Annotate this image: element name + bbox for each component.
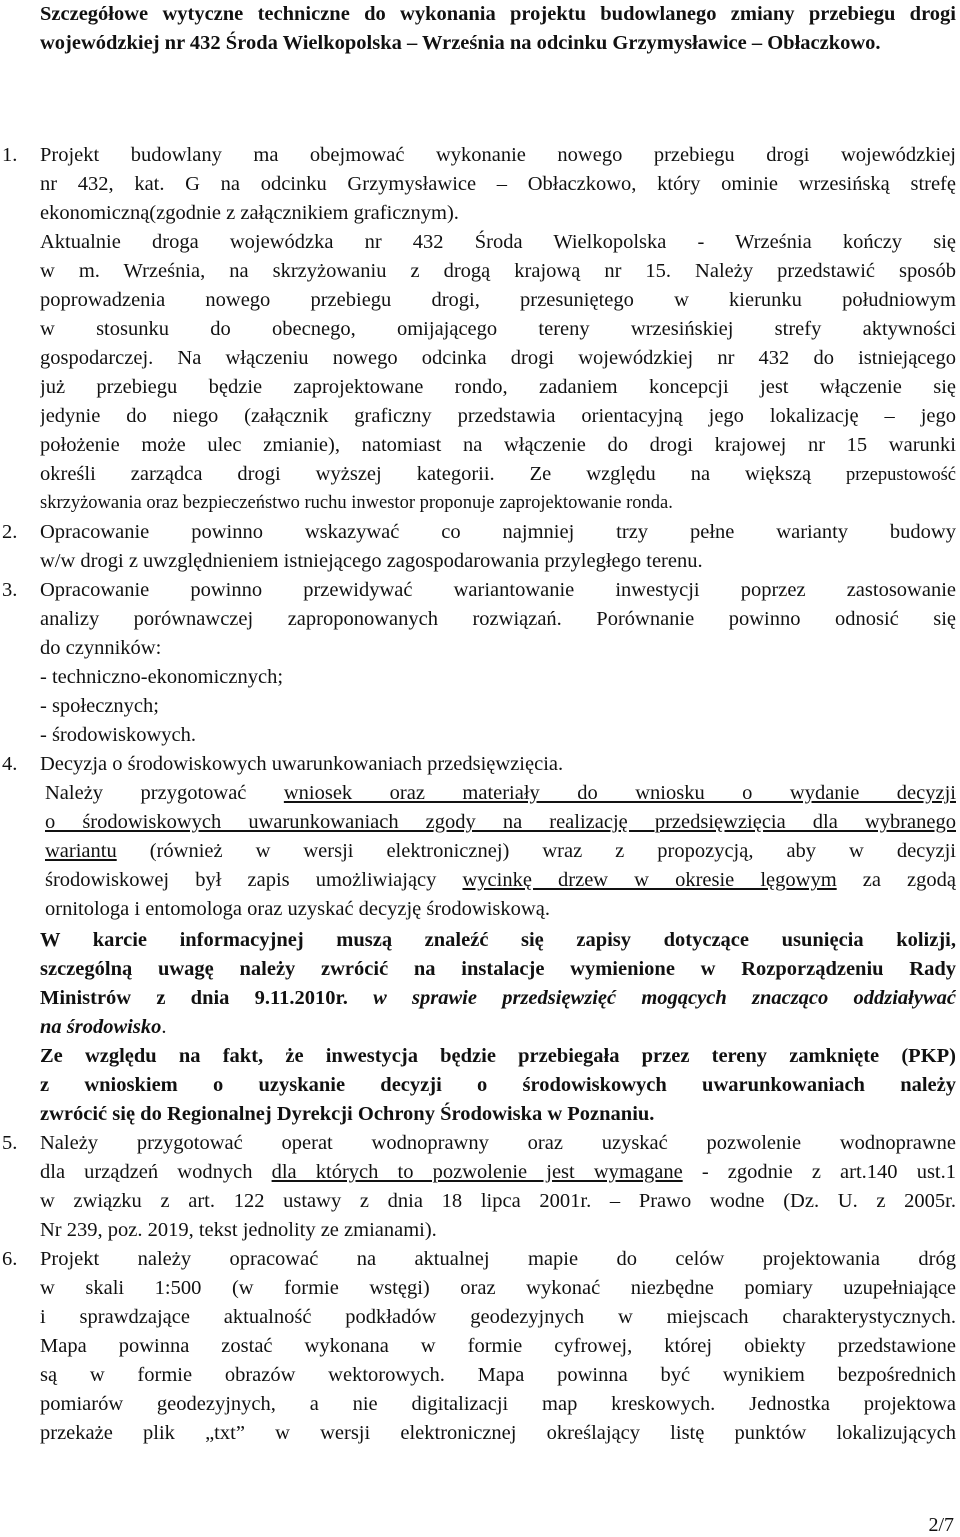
bold-span: Ministrów z dnia 9.11.2010r.	[40, 987, 348, 1009]
text-span: za zgodą	[862, 869, 956, 891]
text-span: (również w wersji elektronicznej) wraz z propozycją, aby w decyzji	[149, 840, 956, 862]
item-number-1: 1.	[2, 144, 18, 166]
text-line: Projekt budowlany ma obejmować wykonanie nowego przebiegu drogi wojewódzkiej	[40, 144, 956, 166]
text-span: Należy przygotować	[45, 782, 247, 804]
text-line: pomiarów geodezyjnych, a nie digitalizacji map kreskowych. Jednostka projektowa	[40, 1393, 956, 1415]
underlined-span: dla których to pozwolenie jest wymagane	[271, 1161, 683, 1183]
text-line: - środowiskowych.	[40, 724, 197, 746]
text-line: do czynników:	[40, 637, 162, 659]
document-title: Szczegółowe wytyczne techniczne do wykonania projektu budowlanego zmiany przebiegu drogi wojewódzkiej nr 432 Środa Wielkopolska – Września na odcinku Grzymysławice – Obłaczkowo.	[40, 3, 956, 54]
bold-italic-span: na środowisko	[40, 1016, 162, 1038]
item-number-2: 2.	[2, 521, 18, 543]
text-line: poprowadzenia nowego przebiegu drogi, przesuniętego w kierunku południowym	[40, 289, 956, 311]
text-span: określi zarządca drogi wyższej kategorii. Ze względu na większą	[40, 463, 812, 485]
item-number-4: 4.	[2, 753, 18, 775]
item-number-6: 6.	[2, 1248, 18, 1270]
bold-italic-span: w sprawie przedsięwzięć mogących znacząco oddziaływać	[373, 987, 956, 1009]
text-line: analizy porównawczej zaproponowanych rozwiązań. Porównanie powinno odnosić się	[40, 608, 956, 630]
text-line: już przebiegu będzie zaprojektowane rondo, zadaniem koncepcji jest włączenie się	[40, 376, 956, 398]
text-line	[40, 460, 956, 489]
text-line: w/w drogi z uwzględnieniem istniejącego zagospodarowania przyległego terenu.	[40, 550, 703, 572]
text-line: ekonomiczną(zgodnie z załącznikiem graficznym).	[40, 202, 459, 224]
bold-line: szczególną uwagę należy zwrócić na instalacje wymienione w Rozporządzeniu Rady	[40, 958, 956, 980]
text-line: położenie może ulec zmianie), natomiast na włączenie do drogi krajowej nr 15 warunki	[40, 434, 956, 456]
text-span: środowiskowej był zapis umożliwiający	[45, 869, 437, 891]
text-line: Należy przygotować operat wodnoprawny oraz uzyskać pozwolenie wodnoprawne	[40, 1132, 956, 1154]
underlined-span: wariantu	[45, 840, 117, 862]
bold-line: Ze względu na fakt, że inwestycja będzie przebiegała przez tereny zamknięte (PKP)	[40, 1045, 956, 1067]
item-number-5: 5.	[2, 1132, 18, 1154]
text-line	[40, 984, 956, 1013]
item-number-3: 3.	[2, 579, 18, 601]
text-line: ornitologa i entomologa oraz uzyskać decyzję środowiskową.	[45, 898, 550, 920]
text-line: Projekt należy opracować na aktualnej mapie do celów projektowania dróg	[40, 1248, 956, 1270]
text-line: i sprawdzające aktualność podkładów geodezyjnych w miejscach charakterystycznych.	[40, 1306, 956, 1328]
text-line: w m. Września, na skrzyżowaniu z drogą krajową nr 15. Należy przedstawić sposób	[40, 260, 956, 282]
text-line: Aktualnie droga wojewódzka nr 432 Środa Wielkopolska - Września kończy się	[40, 231, 956, 253]
text-span: .	[161, 1016, 167, 1038]
text-line: w skali 1:500 (w formie wstęgi) oraz wykonać niezbędne pomiary uzupełniające	[40, 1277, 956, 1299]
bold-line: z wnioskiem o uzyskanie decyzji o środowiskowych uwarunkowaniach należy	[40, 1074, 956, 1096]
text-line: w stosunku do obecnego, omijającego tereny wrzesińskiej strefy aktywności	[40, 318, 956, 340]
underlined-span: wniosek oraz materiały do wniosku o wydanie decyzji	[283, 782, 956, 804]
text-line: w związku z art. 122 ustawy z dnia 18 lipca 2001r. – Prawo wodne (Dz. U. z 2005r.	[40, 1190, 956, 1212]
text-line: Nr 239, poz. 2019, tekst jednolity ze zmianami).	[40, 1219, 437, 1241]
text-line	[40, 1158, 956, 1187]
text-span: - zgodnie z art.140 ust.1	[701, 1161, 956, 1183]
text-span: dla urządzeń wodnych	[40, 1161, 253, 1183]
text-line: są w formie obrazów wektorowych. Mapa powinna być wynikiem bezpośrednich	[40, 1364, 956, 1386]
text-line: przekaże plik „txt” w wersji elektronicznej określający listę punktów lokalizujących	[40, 1422, 956, 1444]
text-line: Opracowanie powinno wskazywać co najmniej trzy pełne warianty budowy	[40, 521, 956, 543]
page-number: 2/7	[928, 1514, 954, 1536]
text-line: Mapa powinna zostać wykonana w formie cyfrowej, której obiekty przedstawione	[40, 1335, 956, 1357]
text-line: gospodarczej. Na włączeniu nowego odcinka drogi wojewódzkiej nr 432 do istniejącego	[40, 347, 956, 369]
text-line: Decyzja o środowiskowych uwarunkowaniach przedsięwzięcia.	[40, 753, 564, 775]
underlined-span: wycinkę drzew w okresie lęgowym	[462, 869, 837, 891]
text-line: Opracowanie powinno przewidywać wariantowanie inwestycji poprzez zastosowanie	[40, 579, 956, 601]
text-line: jedynie do niego (załącznik graficzny przedstawia orientacyjną jego lokalizację – jego	[40, 405, 956, 427]
text-line	[45, 866, 956, 895]
text-line	[45, 837, 956, 866]
text-line: nr 432, kat. G na odcinku Grzymysławice – Obłaczkowo, który ominie wrzesińską strefę	[40, 173, 956, 195]
text-line: - społecznych;	[40, 695, 159, 717]
text-line	[45, 779, 956, 808]
bold-line: W karcie informacyjnej muszą znaleźć się zapisy dotyczące usunięcia kolizji,	[40, 929, 956, 951]
text-line	[40, 1013, 956, 1042]
text-line: skrzyżowania oraz bezpieczeństwo ruchu inwestor proponuje zaprojektowanie ronda.	[40, 493, 673, 513]
text-line: - techniczno-ekonomicznych;	[40, 666, 284, 688]
bold-line: zwrócić się do Regionalnej Dyrekcji Ochrony Środowiska w Poznaniu.	[40, 1103, 655, 1125]
text-line: o środowiskowych uwarunkowaniach zgody na realizację przedsięwzięcia dla wybranego	[45, 811, 956, 833]
text-span: przepustowość	[846, 465, 956, 485]
